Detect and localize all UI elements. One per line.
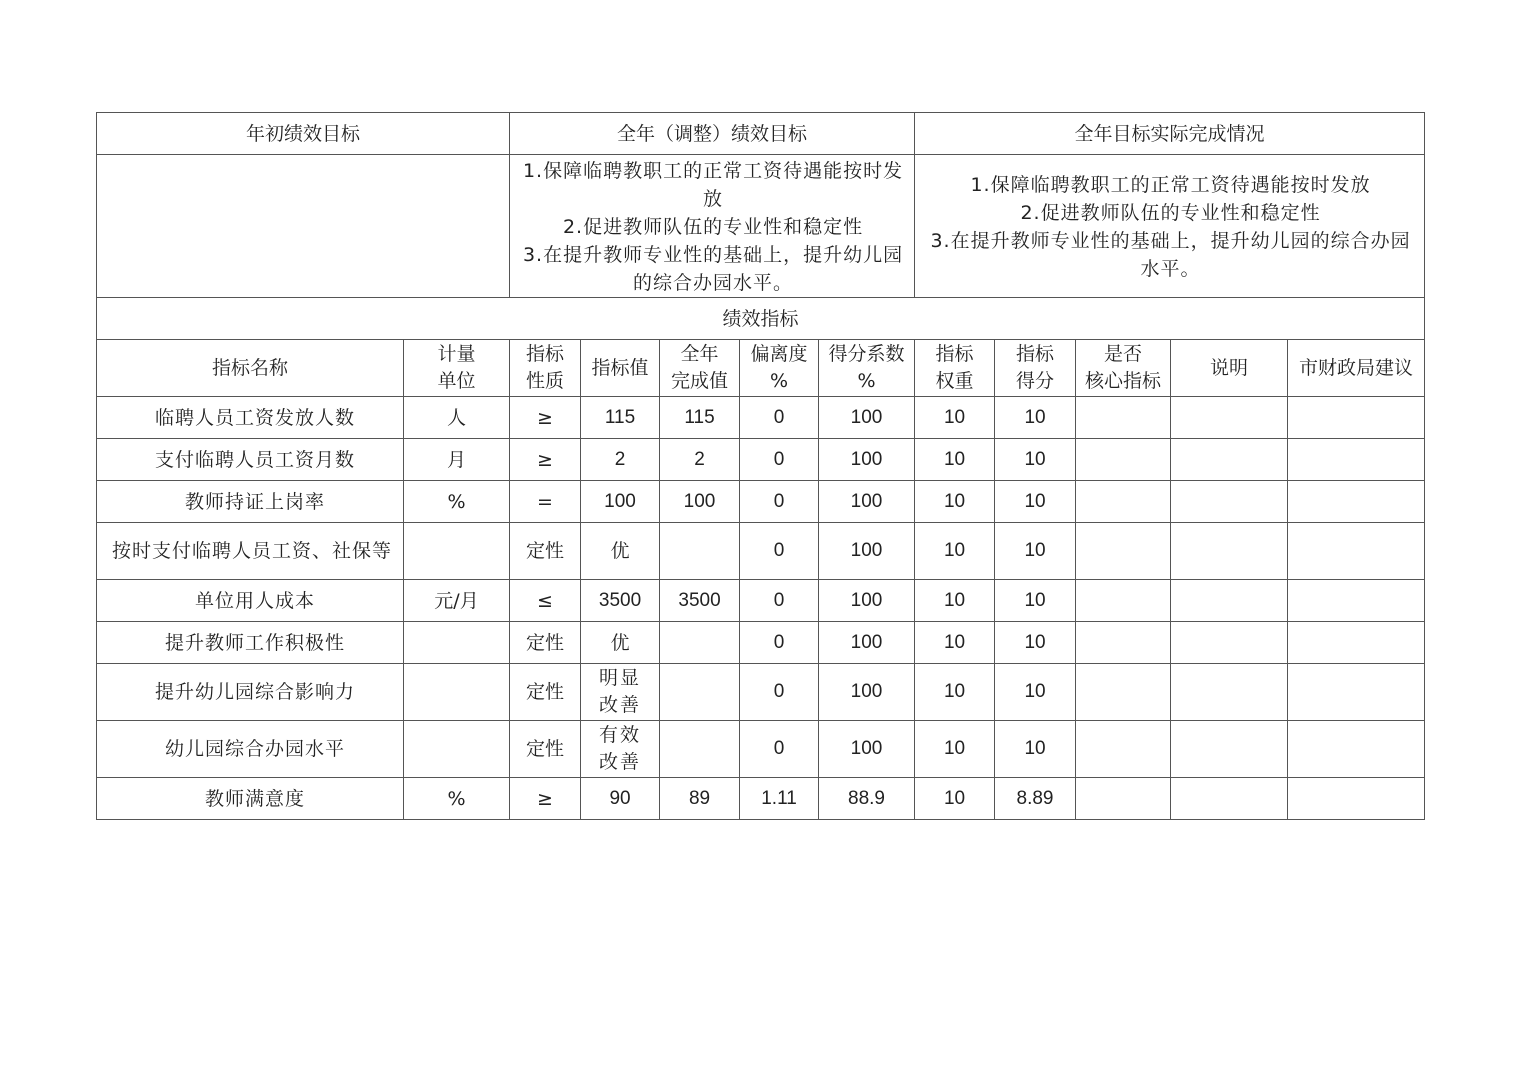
col-header-unit: [404, 340, 510, 397]
cell-target: 100: [581, 481, 660, 523]
cell-name: 按时支付临聘人员工资、社保等: [97, 523, 404, 580]
cell-nature: 定性: [510, 664, 581, 721]
table-row: [97, 721, 1425, 778]
cell-deviation: 0: [740, 397, 819, 439]
cell-unit: 月: [404, 439, 510, 481]
cell-score: 10: [995, 664, 1076, 721]
actual-goal-line: 3.在提升教师专业性的基础上，提升幼儿园的综合办园水平。: [930, 230, 1411, 280]
cell-advice: [1288, 439, 1425, 481]
cell-nature: ≥: [510, 439, 581, 481]
cell-nature: ≥: [510, 397, 581, 439]
cell-weight: 10: [915, 397, 995, 439]
cell-weight: 10: [915, 580, 995, 622]
cell-note: [1171, 580, 1288, 622]
cell-actual: 2: [660, 439, 740, 481]
adjusted-goal-line: 3.在提升教师专业性的基础上，提升幼儿园的综合办园水平。: [522, 244, 904, 294]
cell-advice: [1288, 523, 1425, 580]
cell-advice: [1288, 664, 1425, 721]
cell-score: 10: [995, 397, 1076, 439]
cell-name: 单位用人成本: [97, 580, 404, 622]
cell-note: [1171, 397, 1288, 439]
cell-deviation: 0: [740, 580, 819, 622]
cell-nature: ≤: [510, 580, 581, 622]
cell-advice: [1288, 481, 1425, 523]
cell-weight: 10: [915, 439, 995, 481]
cell-deviation: 0: [740, 721, 819, 778]
cell-name: 支付临聘人员工资月数: [97, 439, 404, 481]
performance-table: [96, 112, 1425, 820]
cell-name: 教师持证上岗率: [97, 481, 404, 523]
table-row: [97, 481, 1425, 523]
header-adjusted-goal: 全年（调整）绩效目标: [510, 113, 915, 155]
cell-core: [1076, 523, 1171, 580]
col-header-core-text: 是否 核心指标: [1085, 343, 1162, 392]
cell-deviation: 0: [740, 664, 819, 721]
cell-weight: 10: [915, 481, 995, 523]
col-header-coef-text: 得分系数 %: [828, 343, 905, 392]
col-header-advice-text: 市财政局建议: [1299, 357, 1414, 379]
cell-score: 8.89: [995, 778, 1076, 820]
section-title-row: [97, 298, 1425, 340]
cell-score: 10: [995, 622, 1076, 664]
adjusted-goal-cell: [510, 155, 915, 298]
cell-coef: 100: [819, 523, 915, 580]
cell-deviation: 0: [740, 523, 819, 580]
cell-actual: [660, 622, 740, 664]
col-header-deviation-text: 偏离度 %: [750, 343, 808, 392]
cell-advice: [1288, 397, 1425, 439]
cell-actual: 89: [660, 778, 740, 820]
col-header-deviation: [740, 340, 819, 397]
cell-name: 提升教师工作积极性: [97, 622, 404, 664]
cell-target: 90: [581, 778, 660, 820]
cell-note: [1171, 523, 1288, 580]
cell-unit: [404, 664, 510, 721]
cell-actual: [660, 664, 740, 721]
col-header-weight-text: 指标 权重: [935, 343, 974, 392]
cell-coef: 100: [819, 439, 915, 481]
cell-target: 优: [581, 622, 660, 664]
col-header-nature-text: 指标 性质: [526, 343, 565, 392]
cell-deviation: 0: [740, 481, 819, 523]
cell-actual: [660, 721, 740, 778]
cell-nature: 定性: [510, 523, 581, 580]
cell-score: 10: [995, 580, 1076, 622]
cell-advice: [1288, 721, 1425, 778]
cell-core: [1076, 439, 1171, 481]
cell-core: [1076, 622, 1171, 664]
col-header-name-text: 指标名称: [211, 357, 288, 379]
table-row: [97, 523, 1425, 580]
header-actual-completion: 全年目标实际完成情况: [915, 113, 1425, 155]
cell-unit: 人: [404, 397, 510, 439]
cell-note: [1171, 664, 1288, 721]
col-header-score-text: 指标 得分: [1016, 343, 1055, 392]
cell-unit: [404, 721, 510, 778]
cell-note: [1171, 778, 1288, 820]
cell-coef: 88.9: [819, 778, 915, 820]
goal-header-row: [97, 113, 1425, 155]
col-header-note-text: 说明: [1210, 357, 1249, 379]
cell-actual: 3500: [660, 580, 740, 622]
cell-weight: 10: [915, 664, 995, 721]
column-header-row: [97, 340, 1425, 397]
cell-weight: 10: [915, 778, 995, 820]
cell-target: 有效改善: [581, 721, 660, 778]
goal-content-row: [97, 155, 1425, 298]
cell-name: 提升幼儿园综合影响力: [97, 664, 404, 721]
cell-core: [1076, 664, 1171, 721]
col-header-unit-text: 计量 单位: [437, 343, 476, 392]
cell-coef: 100: [819, 622, 915, 664]
cell-core: [1076, 778, 1171, 820]
cell-score: 10: [995, 439, 1076, 481]
col-header-score: [995, 340, 1076, 397]
actual-goal-line: 1.保障临聘教职工的正常工资待遇能按时发放: [970, 174, 1371, 196]
col-header-coef: [819, 340, 915, 397]
cell-score: 10: [995, 523, 1076, 580]
cell-coef: 100: [819, 664, 915, 721]
table-row: [97, 580, 1425, 622]
cell-core: [1076, 397, 1171, 439]
table-row: [97, 622, 1425, 664]
cell-unit: [404, 523, 510, 580]
cell-nature: =: [510, 481, 581, 523]
cell-target: 115: [581, 397, 660, 439]
table-row: [97, 397, 1425, 439]
cell-weight: 10: [915, 721, 995, 778]
col-header-actual-text: 全年 完成值: [671, 343, 729, 392]
cell-nature: 定性: [510, 622, 581, 664]
initial-goal-cell: [97, 155, 510, 298]
cell-coef: 100: [819, 481, 915, 523]
cell-score: 10: [995, 721, 1076, 778]
cell-deviation: 1.11: [740, 778, 819, 820]
col-header-name: [97, 340, 404, 397]
cell-core: [1076, 580, 1171, 622]
cell-note: [1171, 439, 1288, 481]
cell-advice: [1288, 622, 1425, 664]
cell-name: 教师满意度: [97, 778, 404, 820]
cell-core: [1076, 721, 1171, 778]
section-title: 绩效指标: [97, 298, 1425, 340]
cell-coef: 100: [819, 721, 915, 778]
table-row: [97, 664, 1425, 721]
cell-deviation: 0: [740, 439, 819, 481]
col-header-nature: [510, 340, 581, 397]
cell-unit: 元/月: [404, 580, 510, 622]
adjusted-goal-line: 1.保障临聘教职工的正常工资待遇能按时发放: [522, 160, 904, 210]
col-header-target: [581, 340, 660, 397]
cell-deviation: 0: [740, 622, 819, 664]
cell-actual: 115: [660, 397, 740, 439]
cell-nature: ≥: [510, 778, 581, 820]
cell-target: 2: [581, 439, 660, 481]
actual-goal-line: 2.促进教师队伍的专业性和稳定性: [1020, 202, 1321, 224]
col-header-core: [1076, 340, 1171, 397]
cell-coef: 100: [819, 580, 915, 622]
cell-name: 临聘人员工资发放人数: [97, 397, 404, 439]
cell-actual: [660, 523, 740, 580]
cell-advice: [1288, 580, 1425, 622]
adjusted-goal-line: 2.促进教师队伍的专业性和稳定性: [562, 216, 864, 238]
table-row: [97, 778, 1425, 820]
col-header-weight: [915, 340, 995, 397]
cell-note: [1171, 622, 1288, 664]
cell-note: [1171, 481, 1288, 523]
col-header-actual: [660, 340, 740, 397]
actual-goal-cell: [915, 155, 1425, 298]
cell-unit: [404, 622, 510, 664]
cell-unit: %: [404, 481, 510, 523]
table-row: [97, 439, 1425, 481]
cell-coef: 100: [819, 397, 915, 439]
cell-weight: 10: [915, 622, 995, 664]
header-initial-goal: 年初绩效目标: [97, 113, 510, 155]
cell-advice: [1288, 778, 1425, 820]
cell-target: 明显改善: [581, 664, 660, 721]
cell-target: 3500: [581, 580, 660, 622]
col-header-note: [1171, 340, 1288, 397]
cell-target: 优: [581, 523, 660, 580]
cell-actual: 100: [660, 481, 740, 523]
cell-name: 幼儿园综合办园水平: [97, 721, 404, 778]
cell-note: [1171, 721, 1288, 778]
cell-nature: 定性: [510, 721, 581, 778]
cell-weight: 10: [915, 523, 995, 580]
col-header-target-text: 指标值: [591, 357, 649, 379]
cell-core: [1076, 481, 1171, 523]
cell-unit: %: [404, 778, 510, 820]
cell-score: 10: [995, 481, 1076, 523]
col-header-advice: [1288, 340, 1425, 397]
